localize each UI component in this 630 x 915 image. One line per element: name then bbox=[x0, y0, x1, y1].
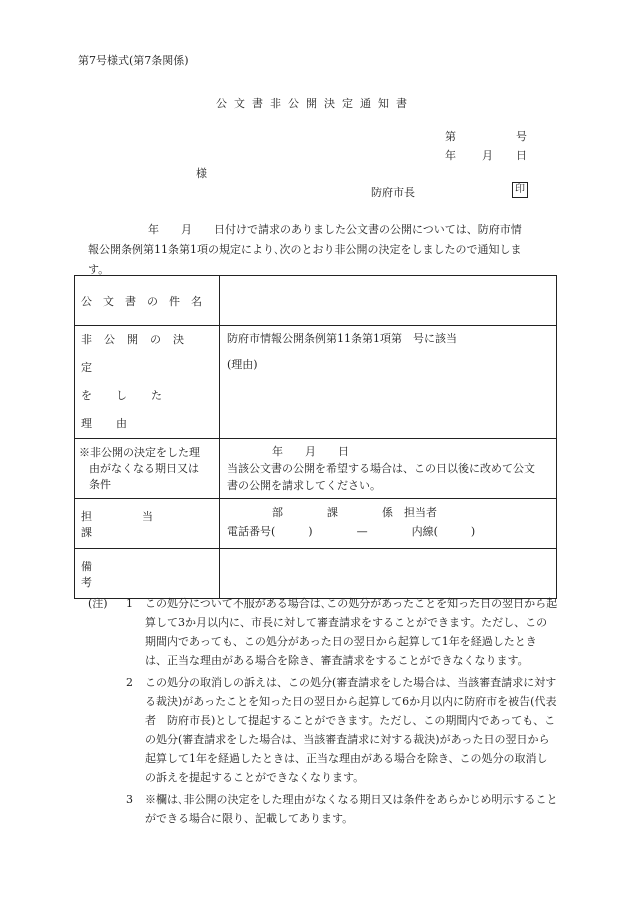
label-charge bbox=[75, 508, 219, 540]
intro-line-1: 年 月 日付けで請求のありました公文書の公開については、防府市情 bbox=[148, 223, 522, 236]
expiry-content bbox=[220, 439, 556, 498]
label-document-name bbox=[75, 293, 219, 309]
label-cell bbox=[75, 439, 220, 499]
reason-note: (理由) bbox=[227, 358, 258, 371]
note-indent bbox=[88, 790, 126, 828]
value-charge bbox=[220, 499, 557, 549]
label-expiry-line-2: 由がなくなる期日又は bbox=[89, 461, 199, 475]
date-month: 月 bbox=[482, 149, 493, 162]
label-expiry-line-1: ※非公開の決定をした理 bbox=[79, 445, 200, 459]
value-remarks bbox=[220, 549, 557, 599]
label-reason-line-1: 非公開の決定 bbox=[81, 333, 196, 374]
reason-content bbox=[220, 326, 556, 377]
charge-content bbox=[220, 499, 556, 545]
note-indent bbox=[88, 673, 126, 787]
value-expiry bbox=[220, 439, 557, 499]
intro-paragraph bbox=[88, 220, 558, 280]
label-expiry-line-3: 条件 bbox=[89, 477, 111, 491]
seal-mark: 印 bbox=[512, 182, 528, 198]
decision-table bbox=[74, 275, 557, 599]
note-text: この処分について不服がある場合は､この処分があったことを知った日の翌日から起算して3か月以内に、市長に対して審査請求をすることができます。ただし、この期間内であっても、この処分があった日の翌日から起算して1年を経過したときは、正当な理由がある場合を除き、審査請求をすることができなくなります。 bbox=[145, 597, 558, 667]
date-year: 年 bbox=[445, 149, 456, 162]
label-remarks bbox=[75, 558, 219, 590]
label-cell bbox=[75, 499, 220, 549]
expiry-date: 年 月 日 bbox=[272, 445, 349, 458]
label-cell bbox=[75, 326, 220, 439]
note-item bbox=[88, 673, 558, 787]
note-text: ※欄は､非公開の決定をした理由がなくなる期日又は条件をあらかじめ明示することができる場合に限り、記載してあります。 bbox=[145, 793, 558, 825]
note-item bbox=[88, 790, 558, 828]
label-charge-text: 担当課 bbox=[81, 509, 203, 539]
form-number: 第7号様式(第7条関係) bbox=[78, 54, 189, 67]
value-reason bbox=[220, 326, 557, 439]
row-expiry bbox=[75, 439, 557, 499]
notes-section bbox=[88, 594, 558, 828]
intro-line-3: す。 bbox=[88, 263, 110, 276]
expiry-text-1: 当該公文書の公開を希望する場合は、この日以後に改めて公文 bbox=[227, 462, 535, 475]
note-number: 2 bbox=[126, 676, 133, 689]
note-number: 3 bbox=[126, 793, 133, 806]
doc-number-suffix: 号 bbox=[516, 130, 527, 143]
label-document-name-text: 公文書の件名 bbox=[81, 294, 213, 308]
charge-line-2: 電話番号( ) — 内線( ) bbox=[227, 525, 476, 538]
row-charge bbox=[75, 499, 557, 549]
expiry-text-2: 書の公開を請求してください。 bbox=[227, 479, 381, 492]
reason-clause: 防府市情報公開条例第11条第1項第 号に該当 bbox=[227, 332, 457, 345]
notes-label: (注) bbox=[88, 597, 108, 610]
document-title: 公文書非公開決定通知書 bbox=[216, 97, 414, 110]
note-text: この処分の取消しの訴えは、この処分(審査請求をした場合は、当該審査請求に対する裁決)があったことを知った日の翌日から起算して6か月以内に防府市を被告(代表者 防府市長)として提起することができます。ただし、この期間内であっても、この処分(審査請求をした場合は、当該審査請求に対する裁決)があった日の翌日から起算して1年を経過したときは、正当な理由がある場合を除き、この処分の取消しの訴えを提起することができなくなります。 bbox=[145, 676, 557, 784]
label-reason-line-2: をした理由 bbox=[81, 389, 186, 430]
label-cell bbox=[75, 549, 220, 599]
note-number: 1 bbox=[126, 597, 133, 610]
intro-line-2: 報公開条例第11条第1項の規定により､次のとおり非公開の決定をしましたので通知しま bbox=[88, 243, 522, 256]
row-reason bbox=[75, 326, 557, 439]
label-cell bbox=[75, 276, 220, 326]
note-item bbox=[88, 594, 558, 670]
row-document-name bbox=[75, 276, 557, 326]
issuer-name: 防府市長 bbox=[371, 186, 415, 199]
label-reason bbox=[75, 326, 219, 438]
addressee-suffix: 様 bbox=[196, 167, 207, 180]
label-remarks-text: 備考 bbox=[81, 559, 202, 589]
date-day: 日 bbox=[516, 149, 527, 162]
doc-number-prefix: 第 bbox=[445, 130, 456, 143]
row-remarks bbox=[75, 549, 557, 599]
value-document-name bbox=[220, 276, 557, 326]
label-expiry bbox=[75, 445, 219, 493]
charge-line-1: 部 課 係 担当者 bbox=[272, 506, 437, 519]
